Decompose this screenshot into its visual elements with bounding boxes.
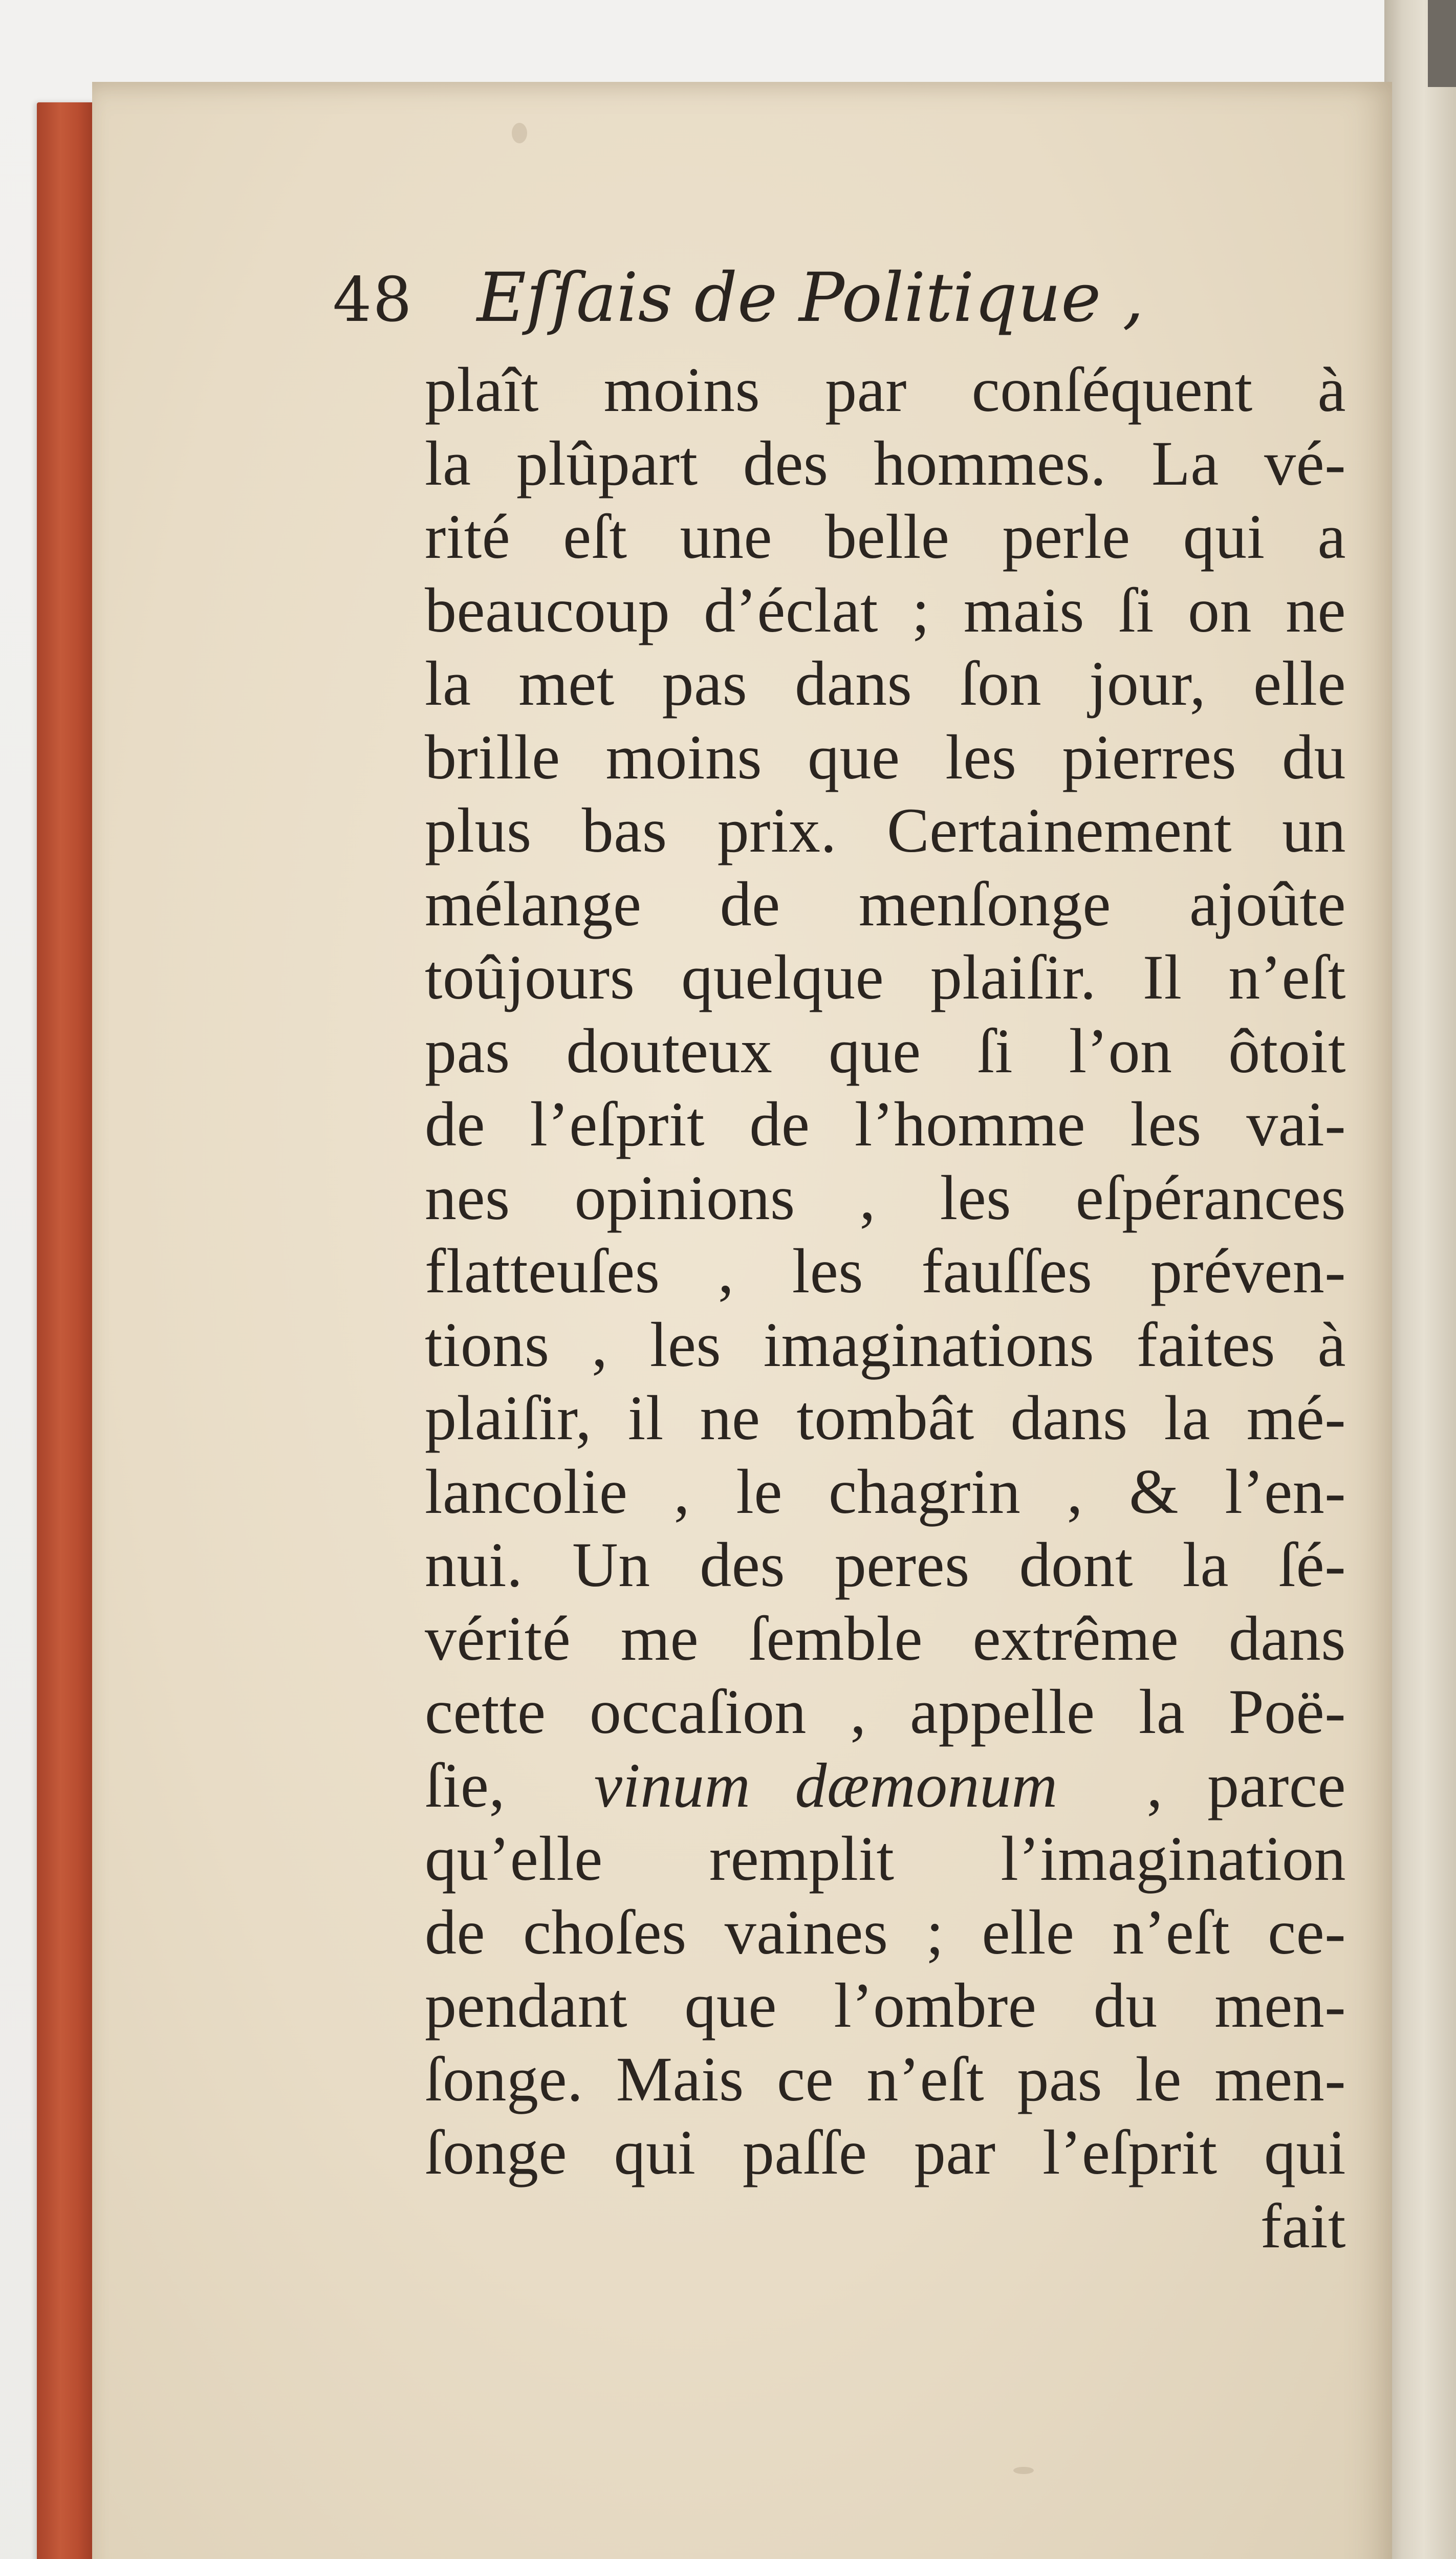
catchword: fait: [1260, 2191, 1346, 2261]
text-line: beaucoup d’éclat ; mais ſi on ne: [425, 575, 1346, 645]
text-line: la met pas dans ſon jour, elle: [425, 648, 1346, 719]
text-line: nui. Un des peres dont la ſé-: [425, 1530, 1346, 1600]
text-line: ſonge. Mais ce n’eſt pas le men-: [425, 2044, 1346, 2114]
line-end: , parce: [1146, 1750, 1346, 1820]
red-page-edge: [37, 102, 96, 2559]
text-line: tions , les imaginations faites à: [425, 1309, 1346, 1380]
text-line: ſonge qui paſſe par l’eſprit qui: [425, 2117, 1346, 2187]
text-line: vérité me ſemble extrême dans: [425, 1603, 1346, 1674]
text-line: pendant que l’ombre du men-: [425, 1970, 1346, 2041]
paper-spot: [512, 123, 527, 143]
body-text: [425, 353, 1346, 2263]
text-line-with-latin: [425, 1749, 1346, 1823]
text-line: plaiſir, il ne tombât dans la mé-: [425, 1383, 1346, 1453]
text-line: lancolie , le chagrin , & l’en-: [425, 1456, 1346, 1527]
text-line: nes opinions , les eſpérances: [425, 1162, 1346, 1233]
text-line: qu’elle remplit l’imagination: [425, 1824, 1346, 1894]
text-line: la plûpart des hommes. La vé-: [425, 428, 1346, 498]
text-line: brille moins que les pierres du: [425, 722, 1346, 792]
text-line: rité eſt une belle perle qui a: [425, 502, 1346, 572]
text-line: flatteuſes , les fauſſes préven-: [425, 1236, 1346, 1306]
paper-spot: [1013, 2467, 1034, 2474]
text-line: pas douteux que ſi l’on ôtoit: [425, 1015, 1346, 1086]
text-line: plus bas prix. Certainement un: [425, 795, 1346, 865]
text-line: de choſes vaines ; elle n’eſt ce-: [425, 1897, 1346, 1967]
page-header: [333, 258, 1144, 337]
binding-shadow: [1428, 0, 1456, 87]
line-start: ſie,: [425, 1750, 505, 1820]
book-binding: [1384, 0, 1456, 2559]
running-title: Eſſais de Politique ,: [476, 258, 1144, 337]
latin-quote: vinum dæmonum: [594, 1750, 1058, 1820]
text-line: mélange de menſonge ajoûte: [425, 869, 1346, 939]
text-line: de l’eſprit de l’homme les vai-: [425, 1089, 1346, 1159]
text-line: plaît moins par conſéquent à: [425, 355, 1346, 425]
text-line: toûjours quelque plaiſir. Il n’eſt: [425, 942, 1346, 1012]
page-number: 48: [333, 265, 413, 336]
text-line: cette occaſion , appelle la Poë-: [425, 1677, 1346, 1747]
